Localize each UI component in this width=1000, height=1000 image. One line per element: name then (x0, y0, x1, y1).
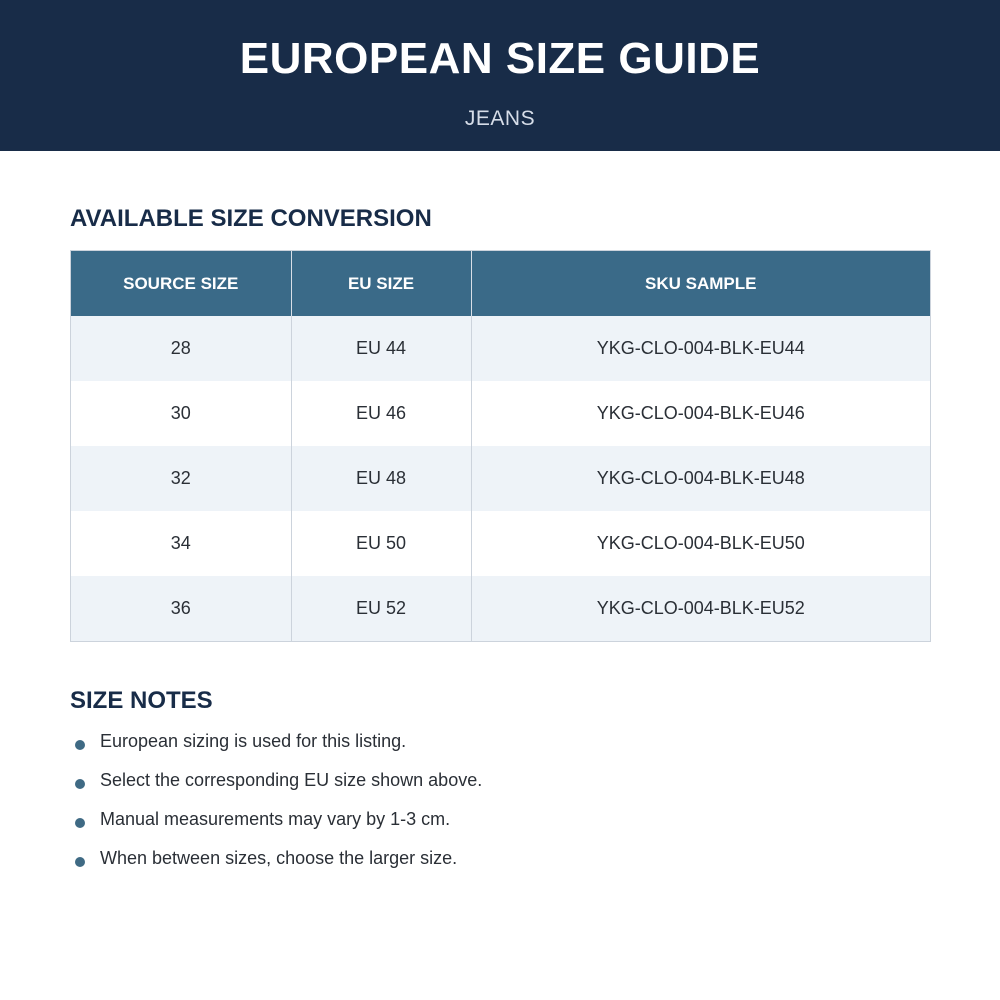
sku-cell: YKG-CLO-004-BLK-EU52 (471, 576, 930, 641)
conversion-section-title: AVAILABLE SIZE CONVERSION (70, 205, 432, 232)
table-row (71, 576, 930, 641)
column-header-eu-size: EU SIZE (291, 251, 471, 316)
bullet-dot-icon (75, 818, 85, 828)
source-size-cell: 30 (71, 381, 291, 446)
table-header-row (71, 251, 930, 316)
note-text: Manual measurements may vary by 1-3 cm. (100, 809, 451, 829)
eu-size-cell: EU 52 (291, 576, 471, 641)
source-size-cell: 36 (71, 576, 291, 641)
sku-cell: YKG-CLO-004-BLK-EU48 (471, 446, 930, 511)
eu-size-cell: EU 46 (291, 381, 471, 446)
page-subtitle: JEANS (464, 107, 536, 130)
note-text: Select the corresponding EU size shown above. (100, 770, 483, 790)
size-conversion-table-container (70, 250, 931, 642)
table-row (71, 381, 930, 446)
source-size-cell: 34 (71, 511, 291, 576)
sku-cell: YKG-CLO-004-BLK-EU46 (471, 381, 930, 446)
note-text: When between sizes, choose the larger size. (100, 848, 458, 868)
list-item (70, 807, 482, 846)
notes-section-title: SIZE NOTES (70, 687, 213, 714)
size-conversion-table (71, 251, 930, 641)
table-row (71, 446, 930, 511)
eu-size-cell: EU 50 (291, 511, 471, 576)
bullet-dot-icon (75, 857, 85, 867)
source-size-cell: 32 (71, 446, 291, 511)
eu-size-cell: EU 48 (291, 446, 471, 511)
sku-cell: YKG-CLO-004-BLK-EU44 (471, 316, 930, 381)
table-row (71, 316, 930, 381)
size-notes-list (70, 729, 482, 885)
eu-size-cell: EU 44 (291, 316, 471, 381)
list-item (70, 768, 482, 807)
column-header-sku-sample: SKU SAMPLE (471, 251, 930, 316)
list-item (70, 846, 482, 885)
sku-cell: YKG-CLO-004-BLK-EU50 (471, 511, 930, 576)
page-header (0, 0, 1000, 151)
page-title: EUROPEAN SIZE GUIDE (239, 34, 761, 83)
note-text: European sizing is used for this listing. (100, 731, 407, 751)
list-item (70, 729, 482, 768)
source-size-cell: 28 (71, 316, 291, 381)
bullet-dot-icon (75, 779, 85, 789)
bullet-dot-icon (75, 740, 85, 750)
column-header-source-size: SOURCE SIZE (71, 251, 291, 316)
table-row (71, 511, 930, 576)
